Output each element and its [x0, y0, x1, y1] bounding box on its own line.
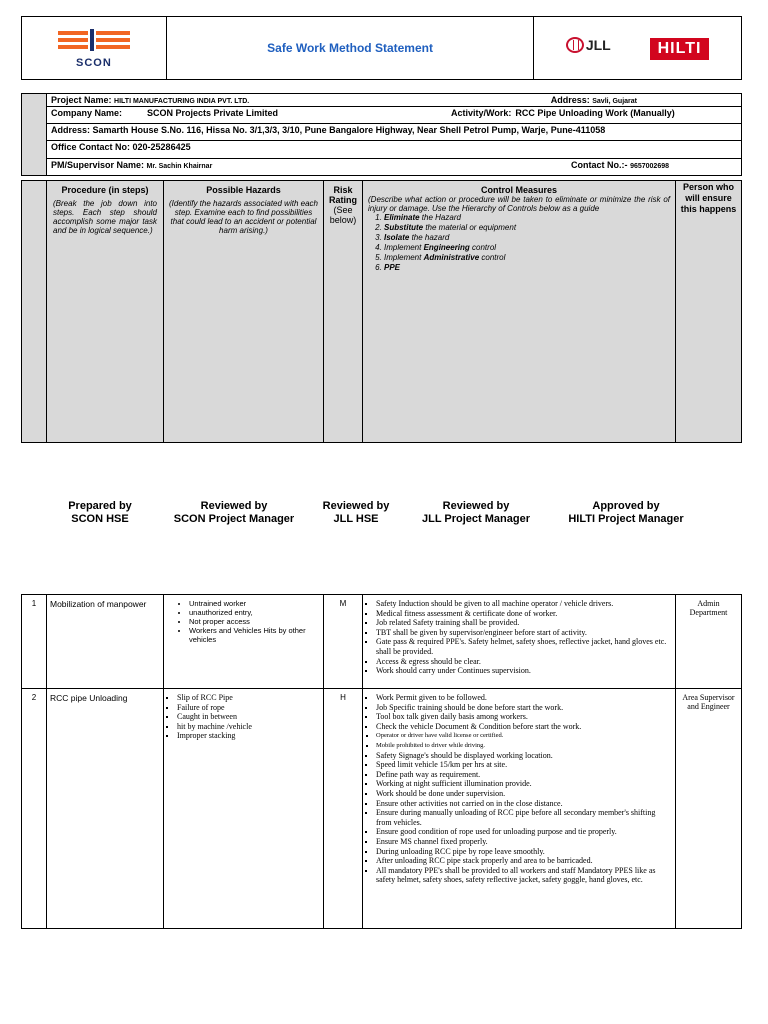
step-row [22, 595, 742, 689]
step-controls [363, 595, 676, 689]
control-item: ▪ Speed limit vehicle 15/km per hrs at site. [376, 760, 672, 770]
control-item: ▪ Work Permit given to be followed. [376, 693, 672, 703]
hazard-item: ▪ Failure of rope [177, 703, 320, 713]
scon-mark-icon [58, 27, 130, 53]
pm-row: PM/Supervisor Name: Mr. Sachin Khairnar Contact No.:- 9657002698 [47, 159, 742, 176]
control-item: ▪ Ensure MS channel fixed properly. [376, 837, 672, 847]
signoff-reviewed-jll-pm: Reviewed by JLL Project Manager [422, 500, 530, 525]
info-margin-cell [22, 94, 47, 176]
address-row: Address: Samarth House S.No. 116, Hissa No. 3/1,3/3, 3/10, Pune Bangalore Highway, Near Shell Petrol Pump, Warje, Pune-411058 [47, 124, 742, 141]
control-item: ▪ Tool box talk given daily basis among workers. [376, 712, 672, 722]
project-row: Project Name: HILTI MANUFACTURING INDIA PVT. LTD. Address: Savli, Gujarat [47, 94, 742, 107]
control-item: ▪ Operator or driver have valid license or certified. [376, 731, 672, 741]
hierarchy-item: 3. Isolate the hazard [384, 233, 670, 243]
hierarchy-of-controls-list [368, 213, 670, 273]
control-item: ▪ Check the vehicle Document & Condition before start the work. [376, 722, 672, 732]
office-row: Office Contact No: 020-25286425 [47, 141, 742, 159]
control-item: ▪ During unloading RCC pipe by rope leave smoothly. [376, 847, 672, 857]
step-responsible-person: Admin Department [676, 595, 742, 689]
control-item: ▪ Ensure other activities not carried on in the close distance. [376, 799, 672, 809]
hazard-item: • unauthorized entry, [189, 608, 320, 617]
signoff-reviewed-jll-hse: Reviewed by JLL HSE [322, 500, 390, 525]
hierarchy-item: 5. Implement Administrative control [384, 253, 670, 263]
step-responsible-person: Area Supervisor and Engineer [676, 689, 742, 929]
pm-contact: 9657002698 [630, 163, 669, 170]
page-title: Safe Work Method Statement [166, 17, 533, 80]
hierarchy-item: 4. Implement Engineering control [384, 243, 670, 253]
hierarchy-item: 2. Substitute the material or equipment [384, 223, 670, 233]
control-item: ▪ Ensure during manually unloading of RCC pipe before all secondary member's shifting from vehicles. [376, 808, 672, 827]
control-item: ▪ TBT shall be given by supervisor/engineer before start of activity. [376, 628, 672, 638]
company-name: SCON Projects Private Limited [147, 108, 279, 118]
control-item: ▪ Gate pass & required PPE's. Safety helmet, safety shoes, reflective jacket, hand gloves etc. shall be provided. [376, 637, 672, 656]
project-info-table [21, 93, 742, 176]
control-item: ▪ Medical fitness assessment & certificate done of worker. [376, 609, 672, 619]
control-item: ▪ After unloading RCC pipe stack properly and area to be barricaded. [376, 856, 672, 866]
step-hazards [164, 689, 324, 929]
hazard-header-table [21, 180, 742, 443]
hilti-logo: HILTI [650, 38, 710, 60]
control-item: ▪ Safety Signage's should be displayed working location. [376, 751, 672, 761]
step-risk-rating: H [324, 689, 363, 929]
hazard-margin-cell [22, 181, 47, 443]
signoff-approved-hilti-pm: Approved by HILTI Project Manager [568, 500, 684, 525]
scon-logo-cell [22, 17, 167, 80]
pm-name: Mr. Sachin Khairnar [146, 163, 213, 170]
hierarchy-item: 1. Eliminate the Hazard [384, 213, 670, 223]
step-procedure: Mobilization of manpower [47, 595, 164, 689]
step-risk-rating: M [324, 595, 363, 689]
control-item: ▪ Mobile prohibited to driver while driving. [376, 741, 672, 751]
hazard-item: ▪ Improper stacking [177, 731, 320, 741]
company-address: Samarth House S.No. 116, Hissa No. 3/1,3/3, 3/10, Pune Bangalore Highway, Near Shell Petrol Pump, Warje, Pune-411058 [92, 125, 606, 135]
control-item: ▪ Job related Safety training shall be provided. [376, 618, 672, 628]
jll-logo: JLL [566, 37, 611, 53]
control-item: ▪ Access & egress should be clear. [376, 657, 672, 667]
step-row [22, 689, 742, 929]
jll-mark-icon [566, 37, 584, 53]
control-item: ▪ Define path way as requirement. [376, 770, 672, 780]
control-item: ▪ Ensure good condition of rope used for unloading purpose and tie properly. [376, 827, 672, 837]
hazard-item: • Workers and Vehicles Hits by other vehicles [189, 626, 320, 644]
partner-logos-cell [534, 17, 742, 80]
project-name: HILTI MANUFACTURING INDIA PVT. LTD. [114, 98, 250, 105]
procedure-column: Procedure (in steps) (Break the job down into steps. Each step should accomplish some major task and be in logical sequence.) [47, 181, 164, 443]
steps-table [21, 594, 742, 929]
hazard-item: ▪ hit by machine /vehicle [177, 722, 320, 732]
risk-column: Risk Rating (See below) [324, 181, 363, 443]
control-item: ▪ Job Specific training should be done before start the work. [376, 703, 672, 713]
hazard-item: ▪ Caught in between [177, 712, 320, 722]
step-controls [363, 689, 676, 929]
hierarchy-item: 6. PPE [384, 263, 670, 273]
signoff-prepared-scon: Prepared by SCON HSE [68, 500, 132, 525]
control-item: ▪ Work should carry under Continues supervision. [376, 666, 672, 676]
control-item: ▪ Work should be done under supervision. [376, 789, 672, 799]
scon-logo [58, 27, 130, 69]
activity-name: RCC Pipe Unloading Work (Manually) [515, 108, 675, 118]
hazard-item: ▪ Slip of RCC Pipe [177, 693, 320, 703]
project-address: Savli, Gujarat [592, 98, 637, 105]
hazard-item: • Untrained worker [189, 599, 320, 608]
hazards-column: Possible Hazards (Identify the hazards associated with each step. Examine each to find possibilities that could lead to an accident or potential harm arising.) [164, 181, 324, 443]
control-measures-column: Control Measures (Describe what action or procedure will be taken to eliminate or minimize the risk of injury or damage. Use the Hierarchy of Controls below as a guide 1. Eliminate the Hazard 2. Substitute the material or equipment 3. Isolate the hazard 4. Implement Engineering control 5. Implement Administrative control 6. PPE [363, 181, 676, 443]
step-number: 2 [22, 689, 47, 929]
office-contact: 020-25286425 [132, 142, 191, 152]
signoff-reviewed-scon-pm: Reviewed by SCON Project Manager [173, 500, 295, 525]
hazard-item: • Not proper access [189, 617, 320, 626]
step-hazards [164, 595, 324, 689]
control-item: ▪ Safety Induction should be given to all machine operator / vehicle drivers. [376, 599, 672, 609]
company-row: Company Name: SCON Projects Private Limited Activity/Work: RCC Pipe Unloading Work (Manually) [47, 107, 742, 124]
person-column: Person who will ensure this happens [676, 181, 742, 443]
scon-logo-text: SCON [76, 57, 112, 69]
step-number: 1 [22, 595, 47, 689]
header-table [21, 16, 742, 80]
control-item: ▪ Working at night sufficient illumination provide. [376, 779, 672, 789]
step-procedure: RCC pipe Unloading [47, 689, 164, 929]
control-item: ▪ All mandatory PPE's shall be provided to all workers and staff Mandatory PPES like as safety helmet, safety shoes, safety reflective jacket, safety goggle, hand gloves, etc. [376, 866, 672, 885]
